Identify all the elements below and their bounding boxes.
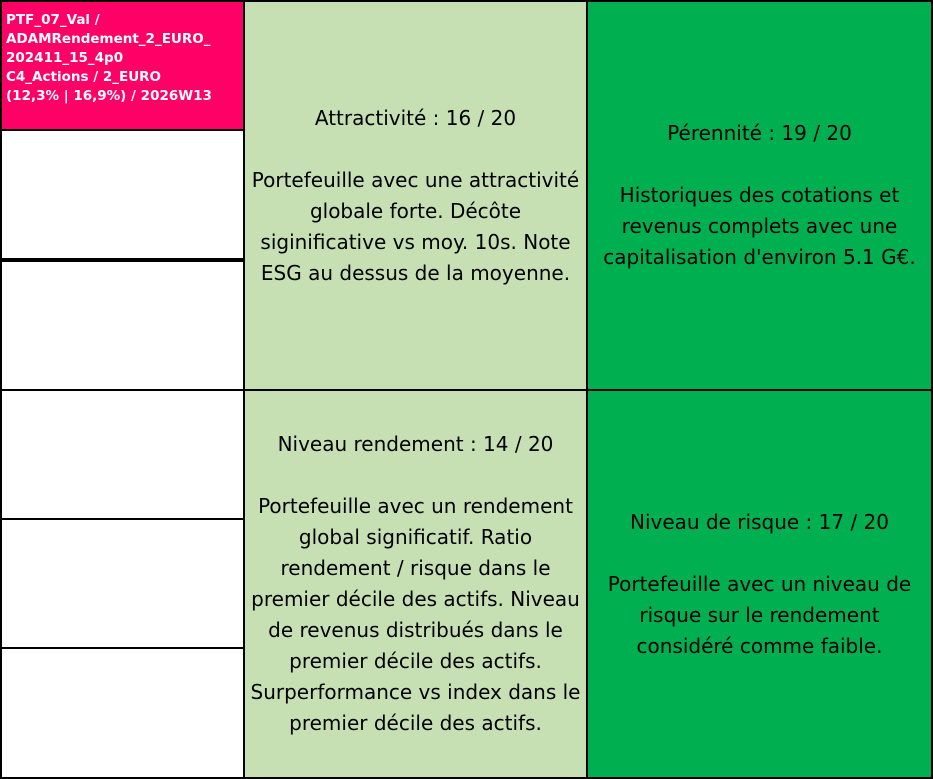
empty-cell-1[interactable] (0, 129, 245, 260)
empty-cell-3[interactable] (0, 389, 245, 520)
portfolio-label-line-4: C4_Actions / 2_EURO (6, 69, 162, 85)
attractivite-description: Portefeuille avec une attractivité globale forte. Décôte siginificative vs moy. 10s. Note ESG au dessus de la moyenne. (251, 167, 580, 285)
rendement-heading: Niveau rendement : 14 / 20 (277, 432, 554, 456)
risque-heading: Niveau de risque : 17 / 20 (630, 509, 889, 534)
portfolio-label-line-1: PTF_07_Val / (6, 12, 100, 28)
empty-cell-4[interactable] (0, 518, 245, 649)
portfolio-label-line-5: (12,3% | 16,9%) / 2026W13 (6, 88, 212, 104)
empty-cell-2[interactable] (0, 260, 245, 391)
risque-description: Portefeuille avec un niveau de risque sur le rendement considéré comme faible. (607, 571, 912, 658)
perennite-block[interactable] (586, 0, 933, 391)
portfolio-label-line-3: 202411_15_4p0 (6, 50, 124, 66)
attractivite-heading: Attractivité : 16 / 20 (314, 105, 517, 130)
empty-cell-5[interactable] (0, 647, 245, 779)
attractivite-block[interactable] (243, 0, 588, 391)
perennite-heading: Pérennité : 19 / 20 (667, 121, 852, 145)
risque-block[interactable] (586, 389, 933, 779)
perennite-description: Historiques des cotations et revenus complets avec une capitalisation d'environ 5.1 G€. (603, 183, 916, 269)
rendement-description: Portefeuille avec un rendement global significatif. Ratio rendement / risque dans le premier décile des actifs. Niveau de revenus distribués dans le premier décile des actifs. Surperformance vs index dans le premier décile des actifs. (250, 494, 581, 735)
portfolio-label-cell[interactable] (0, 0, 245, 131)
portfolio-label-line-2: ADAMRendement_2_EURO_ (6, 31, 211, 47)
rendement-block[interactable] (243, 389, 588, 779)
